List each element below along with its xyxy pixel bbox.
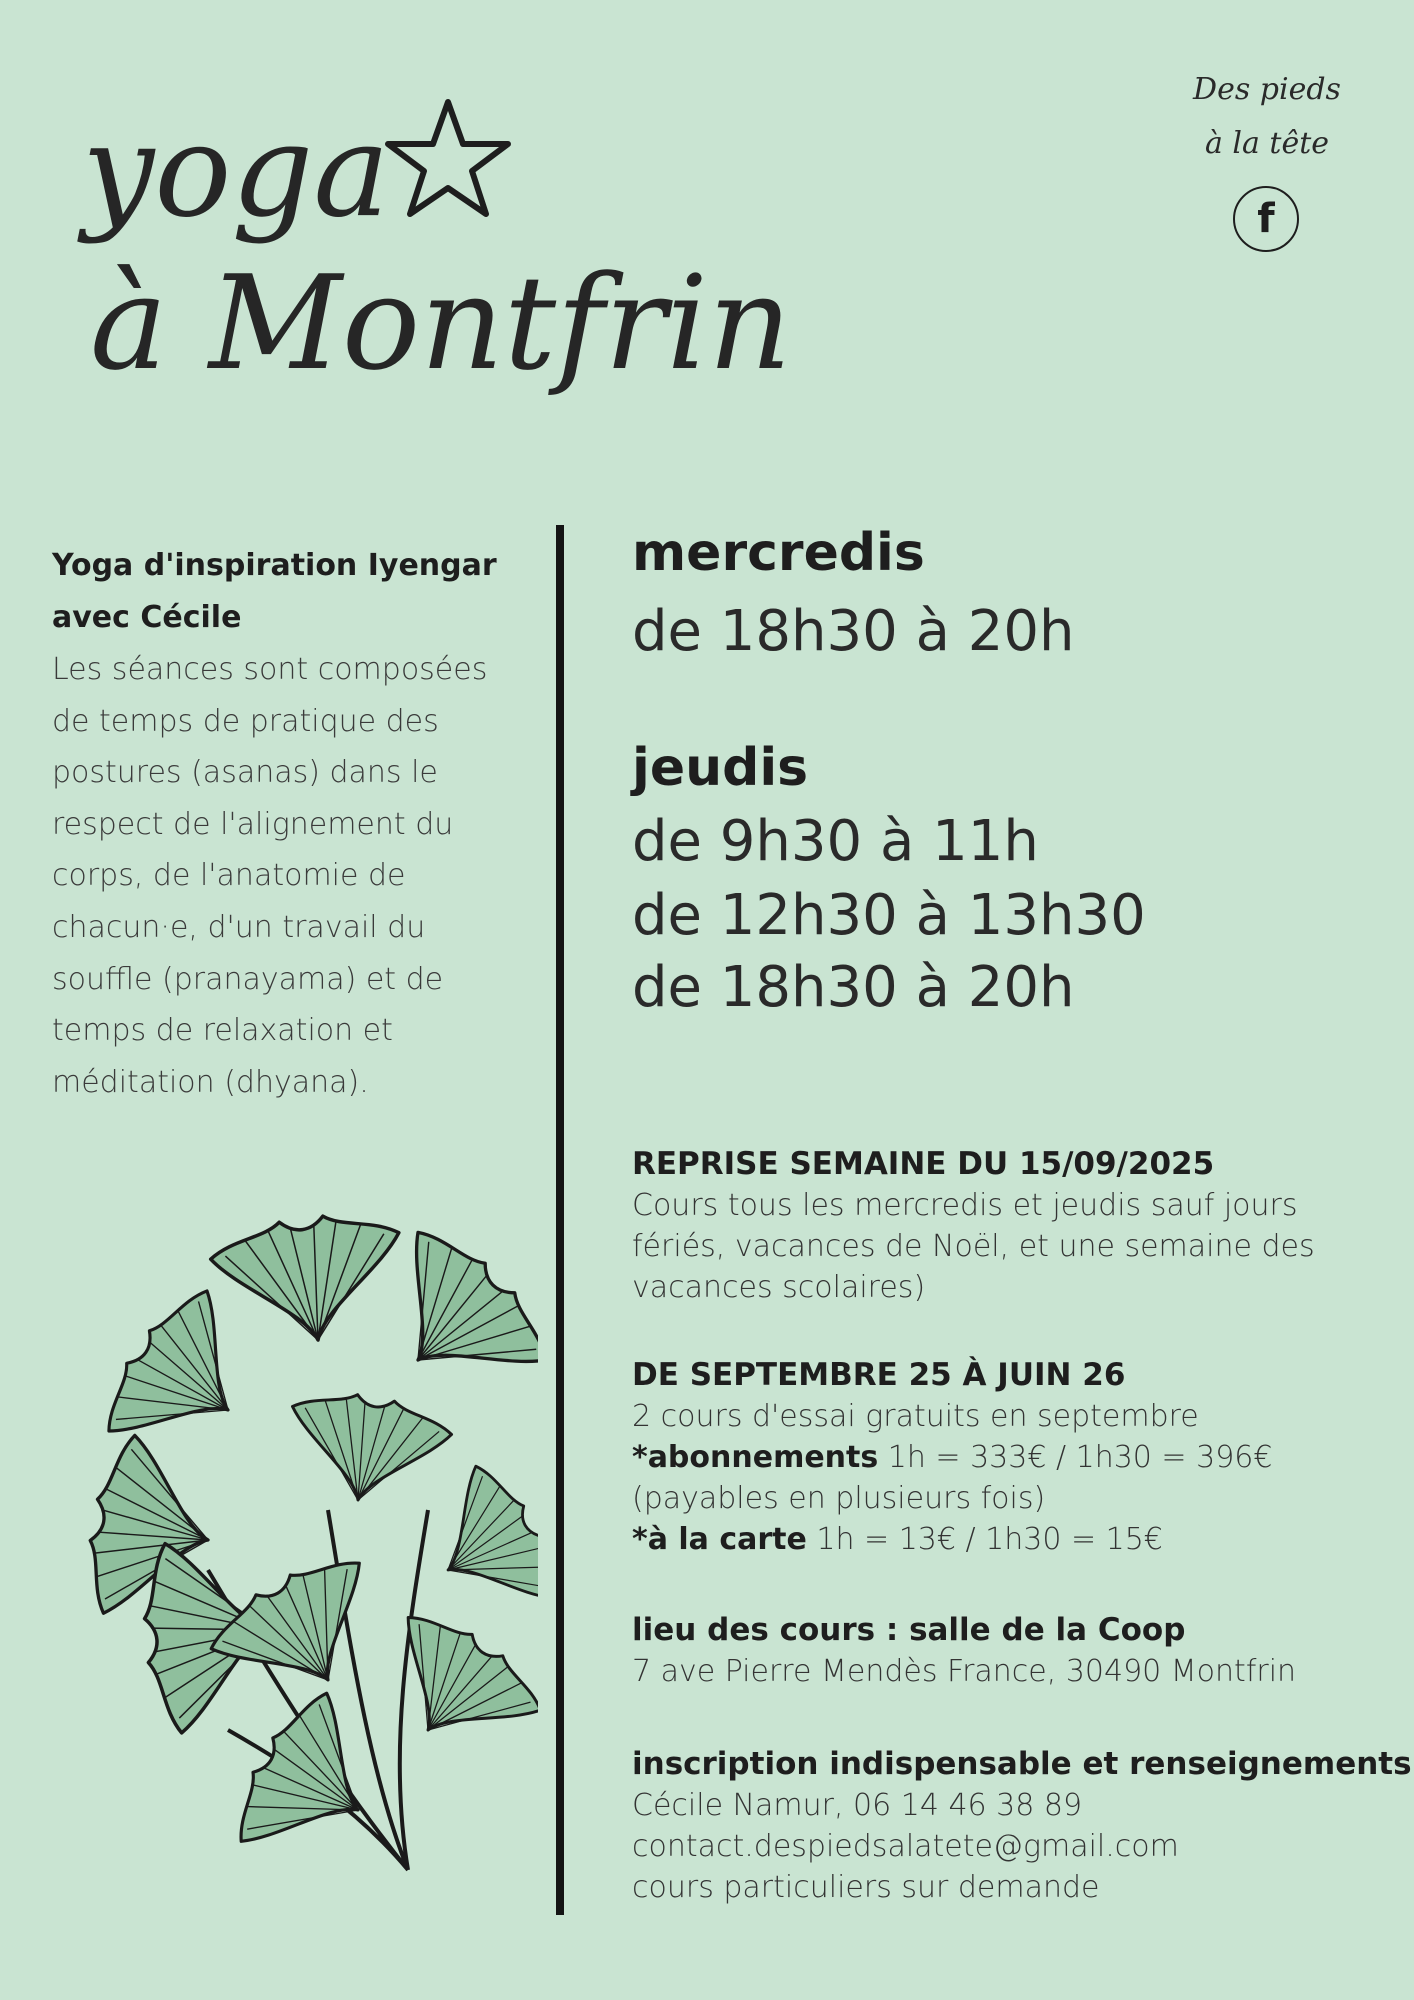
season-heading: DE SEPTEMBRE 25 À JUIN 26 (632, 1357, 1126, 1393)
schedule-slot: de 18h30 à 20h (632, 955, 1075, 1020)
brand-tagline-line2: à la tête (1204, 126, 1330, 161)
reprise-line: Cours tous les mercredis et jeudis sauf jours (632, 1188, 1298, 1223)
location-address: 7 ave Pierre Mendès France, 30490 Montfrin (632, 1654, 1297, 1689)
description-block (52, 540, 502, 1108)
schedule-day-thursday: jeudis (632, 738, 809, 798)
contact-block (632, 1744, 1412, 1908)
subscription-note: (payables en plusieurs fois) (632, 1481, 1046, 1516)
subscription-label: *abonnements (632, 1440, 879, 1475)
reprise-heading: REPRISE SEMAINE DU 15/09/2025 (632, 1146, 1215, 1182)
ginkgo-leaves-illustration (28, 1210, 538, 1890)
description-line: Les séances sont composées (52, 652, 488, 687)
subscription-prices: 1h = 333€ / 1h30 = 396€ (878, 1440, 1273, 1475)
season-block (632, 1355, 1392, 1560)
carte-price-line (632, 1519, 1392, 1560)
contact-email[interactable]: contact.despiedsalatete@gmail.com (632, 1829, 1179, 1864)
description-line: de temps de pratique des (52, 703, 439, 739)
description-heading-line2: avec Cécile (52, 600, 242, 635)
description-line: temps de relaxation et (52, 1013, 393, 1049)
carte-prices: 1h = 13€ / 1h30 = 15€ (806, 1522, 1163, 1557)
contact-note: cours particuliers sur demande (632, 1870, 1100, 1905)
description-line: respect de l'alignement du (52, 806, 454, 842)
trial-offer: 2 cours d'essai gratuits en septembre (632, 1399, 1199, 1434)
vertical-divider (556, 525, 564, 1915)
description-line: chacun·e, d'un travail du (52, 909, 426, 945)
description-heading-line1: Yoga d'inspiration Iyengar (52, 548, 497, 583)
facebook-icon[interactable]: f (1233, 186, 1299, 252)
subscription-price-line (632, 1437, 1392, 1478)
description-line: souffle (pranayama) et de (52, 961, 444, 997)
title-line-montfrin: à Montfrin (90, 247, 792, 399)
contact-heading: inscription indispensable et renseignements (632, 1746, 1412, 1782)
schedule-slot: de 12h30 à 13h30 (632, 883, 1146, 948)
carte-label: *à la carte (632, 1522, 807, 1557)
schedule-slot: de 9h30 à 11h (632, 809, 1039, 874)
star-icon (380, 94, 516, 224)
title-line-yoga: yoga (82, 97, 390, 246)
schedule-slot: de 18h30 à 20h (632, 599, 1075, 664)
description-line: postures (asanas) dans le (52, 755, 438, 791)
brand-tagline-line1: Des pieds (1193, 72, 1341, 107)
description-line: méditation (dhyana). (52, 1064, 369, 1100)
schedule-day-wednesday: mercredis (632, 523, 925, 583)
reprise-line: vacances scolaires) (632, 1270, 926, 1305)
contact-name-phone: Cécile Namur, 06 14 46 38 89 (632, 1788, 1083, 1823)
description-line: corps, de l'anatomie de (52, 858, 406, 894)
location-block (632, 1610, 1392, 1692)
location-heading: lieu des cours : salle de la Coop (632, 1612, 1186, 1648)
reprise-block (632, 1144, 1392, 1308)
reprise-line: fériés, vacances de Noël, et une semaine des (632, 1229, 1315, 1264)
